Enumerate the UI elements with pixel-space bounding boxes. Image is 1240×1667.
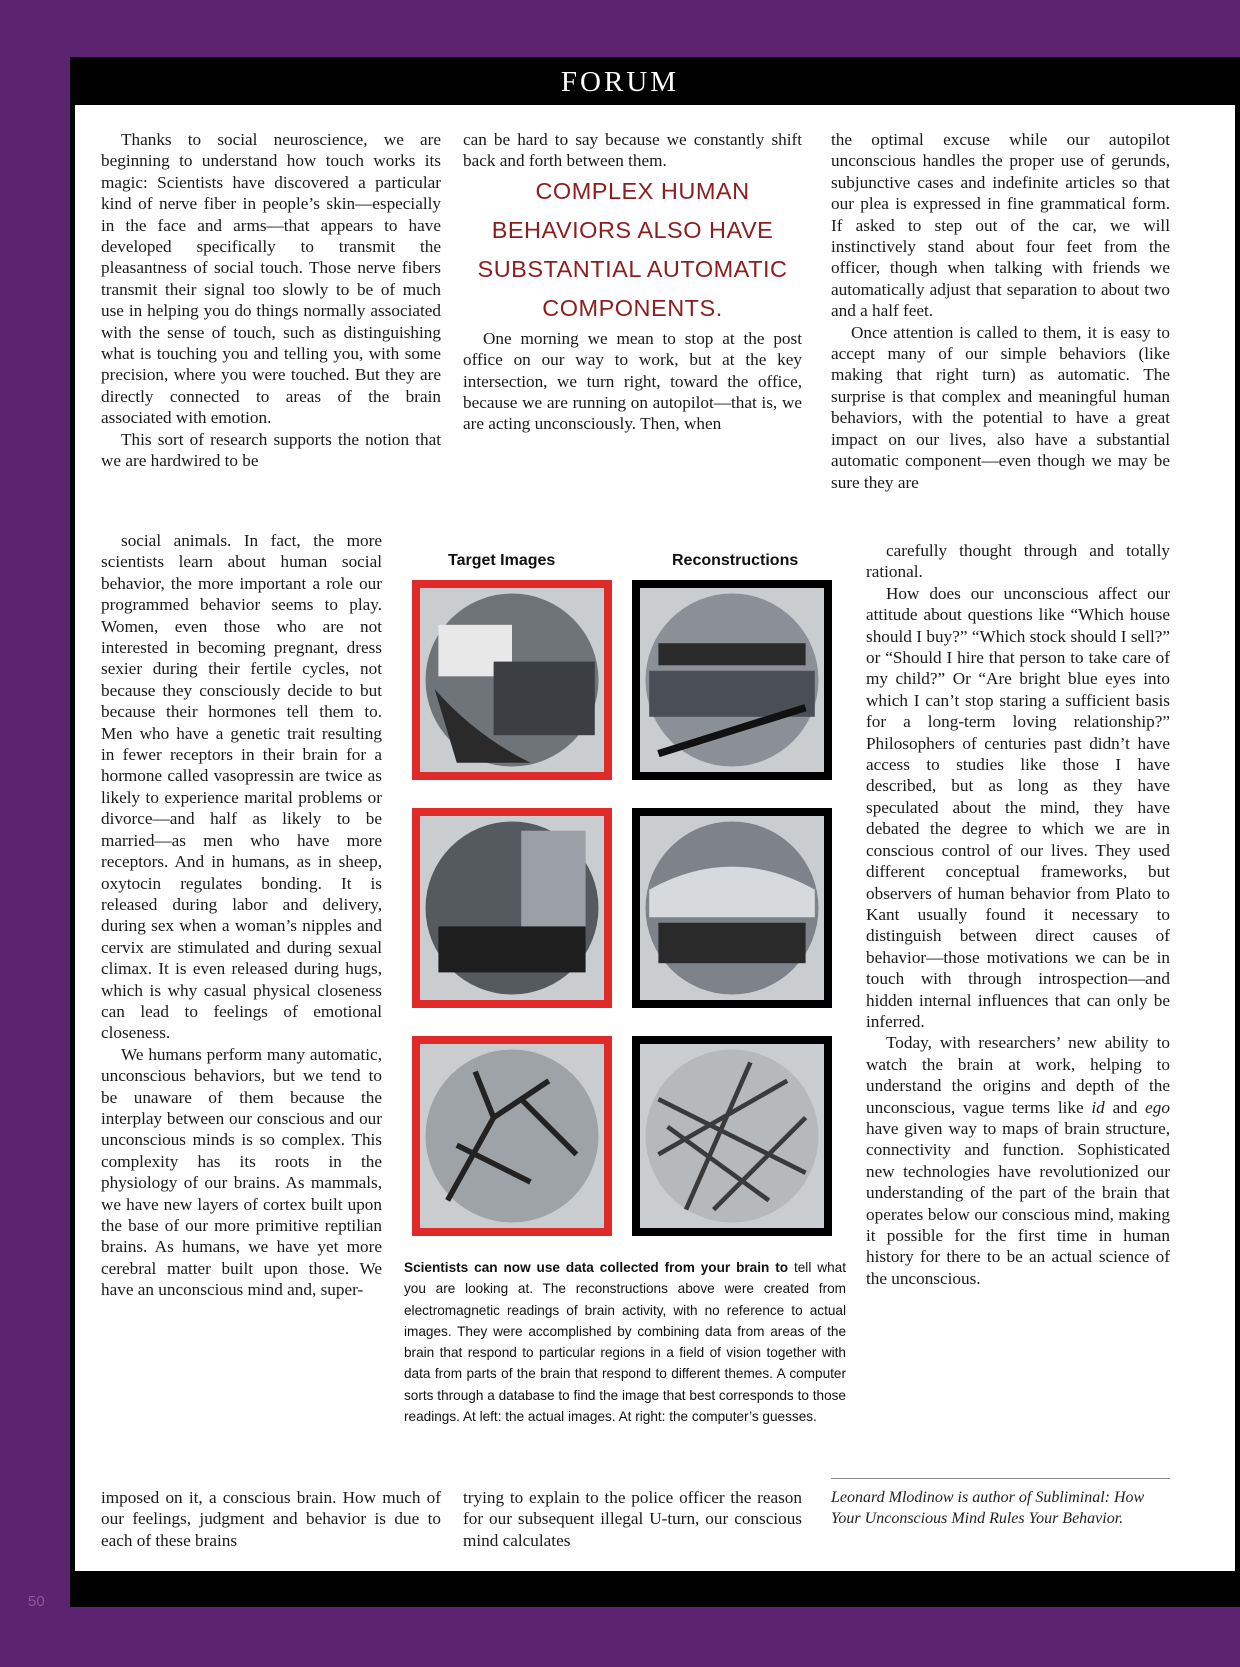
paragraph: the optimal excuse while our autopilot unconscious handles the proper use of gerunds, subjunctive cases and indefinite articles so that our plea is expressed in fine grammatical form. If asked to step out of the car, we will instinctively stand about four feet from the officer, though when talking with friends we automatically adjust that separation to about two and a half feet. — [831, 130, 1170, 321]
pull-quote: COMPLEX HUMAN BEHAVIORS ALSO HAVE SUBSTANTIAL AUTOMATIC COMPONENTS. — [477, 177, 788, 321]
column-1 — [101, 129, 441, 472]
column-3 — [831, 129, 1170, 493]
target-image-concert — [412, 808, 612, 1008]
reconstruction-trees — [632, 1036, 832, 1236]
paragraph: Thanks to social neuroscience, we are beginning to understand how touch works its magic: Scientists have discovered a particular kind of nerve fiber in people’s skin—especially in the face and arms—that appears to have developed specifically to transmit the pleasantness of social touch. Those nerve fibers transmit their signal too slowly to be of much use in helping you do things normally associated with the sense of touch, such as distinguishing what is touching you and telling you, with some precision, where you were touched. But they are directly connected to areas of the brain associated with emotion. — [101, 130, 441, 428]
paragraph — [866, 1032, 1170, 1289]
paragraph: imposed on it, a conscious brain. How much of our feelings, judgment and behavior is due to each of these brains — [101, 1488, 441, 1550]
figure-label-right: Reconstructions — [672, 552, 799, 569]
text-run: and — [1104, 1097, 1146, 1117]
column-2 — [463, 129, 802, 435]
page-number: 50 — [28, 1593, 45, 1610]
divider — [831, 1478, 1170, 1479]
paragraph: social animals. In fact, the more scientists learn about human social behavior, the more important a role our programmed behavior seems to play. Women, even those who are not interested in becoming pregnant, dress sexier during their fertile cycles, not because they consciously decide to but because their hormones tell them to. Men who have a genetic trait resulting in fewer receptors in their brain for a hormone called vasopressin are twice as likely to experience marital problems or divorce—and half as likely to be married—as men who have more receptors. And in humans, as in sheep, oxytocin regulates bonding. It is released during labor and delivery, during sex when a woman’s nipples and cervix are stimulated and during sexual climax. It is even released during hugs, which is why casual physical closeness can lead to feelings of emotional closeness. — [101, 531, 382, 1043]
paragraph: How does our unconscious affect our attitude about questions like “Which house should I buy?” “Which stock should I sell?” or “Should I hire that person to take care of my child?” Or “Are bright blue eyes into which I can’t stop staring a sufficient basis for a long-term loving relationship?” Philosophers of centuries past didn’t have access to studies like those I have described, but as long as they have speculated about the mind, they have debated the degree to which we are in conscious control of our lives. They used different conceptual frameworks, but observers of human behavior from Plato to Kant usually found it necessary to distinguish between direct causes of behavior—those motivations we can be in touch with through introspection—and hidden internal influences that can only be inferred. — [866, 583, 1170, 1031]
reconstruction-concert — [632, 808, 832, 1008]
author-bio: Leonard Mlodinow is author of Subliminal: How Your Unconscious Mind Rules Your Behavior. — [831, 1489, 1145, 1527]
target-image-harbor — [412, 580, 612, 780]
paragraph: carefully thought through and totally rational. — [866, 541, 1170, 582]
paragraph: can be hard to say because we constantly shift back and forth between them. — [463, 130, 802, 171]
paragraph: One morning we mean to stop at the post office on our way to work, but at the key intersection, we turn right, toward the office, because we are running on autopilot—that is, we are acting unconsciously. Then, when — [463, 328, 802, 434]
target-image-trees — [412, 1036, 612, 1236]
column-1-narrow — [101, 530, 382, 1301]
figure — [402, 552, 847, 1257]
text-run: have given way to maps of brain structure, connectivity and function. Sophisticated new technologies have revolutionized our understanding of the part of the brain that operates below our conscious mind, making it possible for the first time in human history for there to be an actual science of the unconscious. — [866, 1118, 1170, 1288]
paragraph: We humans perform many automatic, unconscious behaviors, but we tend to be unaware of them because the interplay between our conscious and our unconscious minds is so complex. This complexity has its roots in the physiology of our brains. As mammals, we have new layers of cortex built upon the base of our more primitive reptilian brains. As humans, we have yet more cerebral matter built upon those. We have an unconscious mind and, super- — [101, 1044, 382, 1300]
text-run: ego — [1145, 1097, 1170, 1117]
text-run: Today, with researchers’ new ability to watch the brain at work, helping to understand the origins and depth of the unconscious, vague terms like — [866, 1033, 1170, 1117]
figure-label-left: Target Images — [448, 552, 556, 569]
text-run: id — [1091, 1097, 1105, 1117]
caption-body: tell what you are looking at. The reconstructions above were created from electromagnetic readings of brain activity, with no reference to actual images. They were accomplished by combining data from areas of the brain that respond to particular regions in a field of vision together with data from parts of the brain that respond to different themes. A computer sorts through a database to find the image that best corresponds to those readings. At left: the actual images. At right: the computer’s guesses. — [404, 1260, 846, 1425]
paragraph: trying to explain to the police officer the reason for our subsequent illegal U-turn, our conscious mind calculates — [463, 1488, 802, 1550]
reconstruction-harbor — [632, 580, 832, 780]
section-title: FORUM — [560, 66, 680, 98]
column-3-narrow — [866, 540, 1170, 1289]
caption-lead: Scientists can now use data collected from your brain to — [404, 1260, 789, 1275]
paragraph: This sort of research supports the notion that we are hardwired to be — [101, 429, 441, 471]
paragraph: Once attention is called to them, it is easy to accept many of our simple behaviors (like making that right turn) as automatic. The surprise is that complex and meaningful human behaviors, with the potential to have a great impact on our lives, also have a substantial automatic component—even though we may be sure they are — [831, 322, 1170, 492]
figure-caption — [404, 1257, 846, 1427]
column-2-bottom — [463, 1487, 802, 1551]
column-1-bottom — [101, 1487, 441, 1551]
